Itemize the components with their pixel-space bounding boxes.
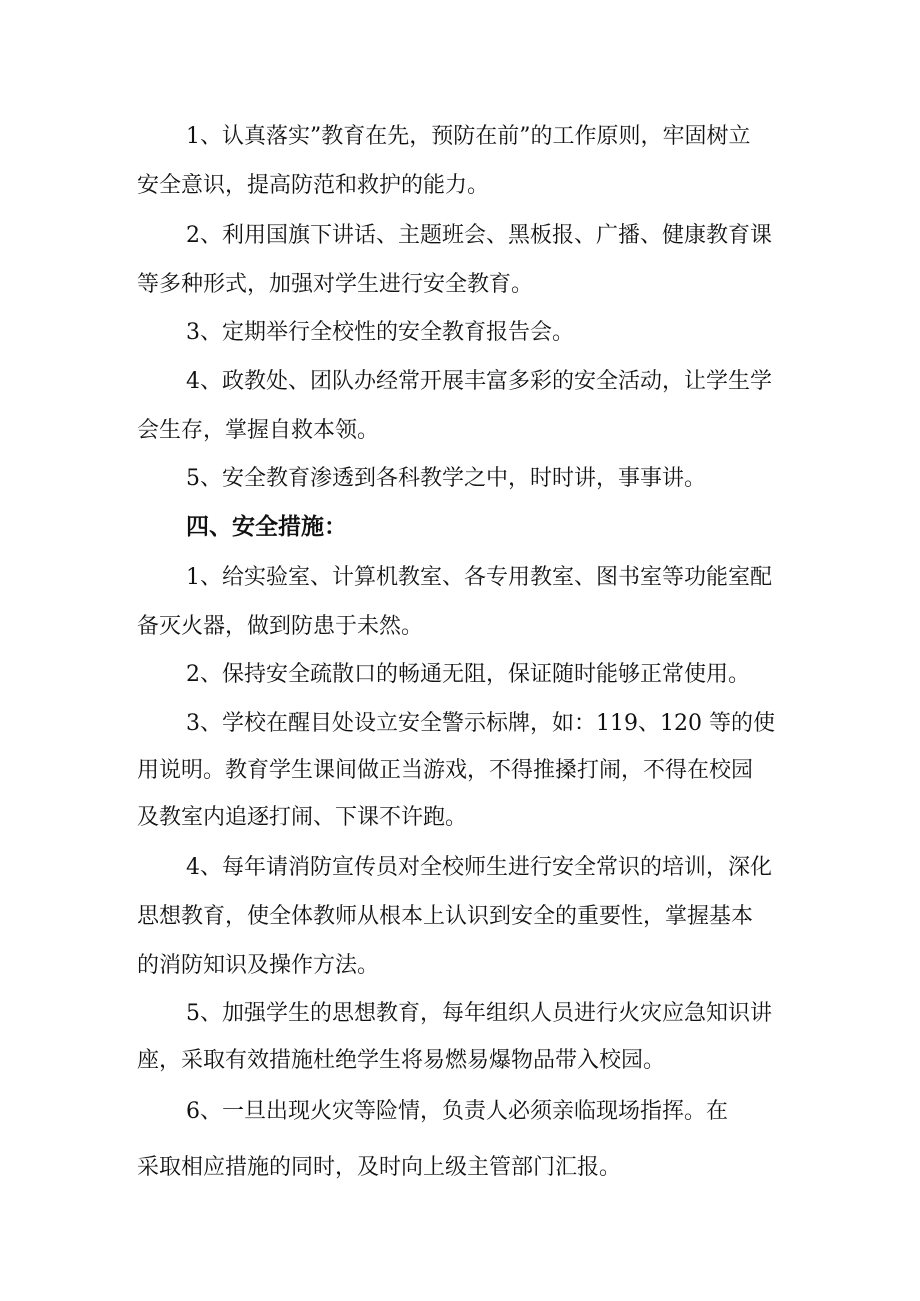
text-line: 4、每年请消防宣传员对全校师生进行安全常识的培训，深化 [186, 855, 772, 880]
text-line: 座，采取有效措施杜绝学生将易燃易爆物品带入校园。 [137, 1048, 666, 1073]
text-line: 用说明。教育学生课间做正当游戏，不得推搡打闹，不得在校园 [137, 758, 754, 783]
text-line: 2、利用国旗下讲话、主题班会、黑板报、广播、健康教育课 [186, 223, 772, 248]
text-line: 思想教育，使全体教师从根本上认识到安全的重要性，掌握基本 [137, 904, 754, 929]
text-line: 及教室内追逐打闹、下课不许跑。 [137, 805, 468, 830]
text-line: 安全意识，提高防范和救护的能力。 [137, 173, 490, 198]
text-line: 的消防知识及操作方法。 [137, 953, 380, 978]
text-line: 采取相应措施的同时，及时向上级主管部门汇报。 [137, 1155, 622, 1180]
text-line: 备灭火器，做到防患于未然。 [137, 614, 424, 639]
text-line: 会生存，掌握自救本领。 [137, 418, 380, 443]
text-line: 4、政教处、团队办经常开展丰富多彩的安全活动，让学生学 [186, 369, 772, 394]
text-line: 1、给实验室、计算机教室、各专用教室、图书室等功能室配 [186, 565, 772, 590]
text-line: 2、保持安全疏散口的畅通无阻，保证随时能够正常使用。 [186, 662, 750, 687]
text-line: 3、学校在醒目处设立安全警示标牌，如：119、120 等的使 [186, 711, 775, 736]
text-line: 1、认真落实”教育在先，预防在前”的工作原则，牢固树立 [186, 124, 751, 149]
text-line: 等多种形式，加强对学生进行安全教育。 [137, 272, 534, 297]
text-line: 5、加强学生的思想教育，每年组织人员进行火灾应急知识讲 [186, 1001, 772, 1026]
text-line: 3、定期举行全校性的安全教育报告会。 [186, 320, 574, 345]
text-line: 6、一旦出现火灾等险情，负责人必须亲临现场指挥。在 [186, 1099, 728, 1124]
text-line: 5、安全教育渗透到各科教学之中，时时讲，事事讲。 [186, 466, 706, 491]
section-heading: 四、安全措施： [186, 514, 347, 540]
